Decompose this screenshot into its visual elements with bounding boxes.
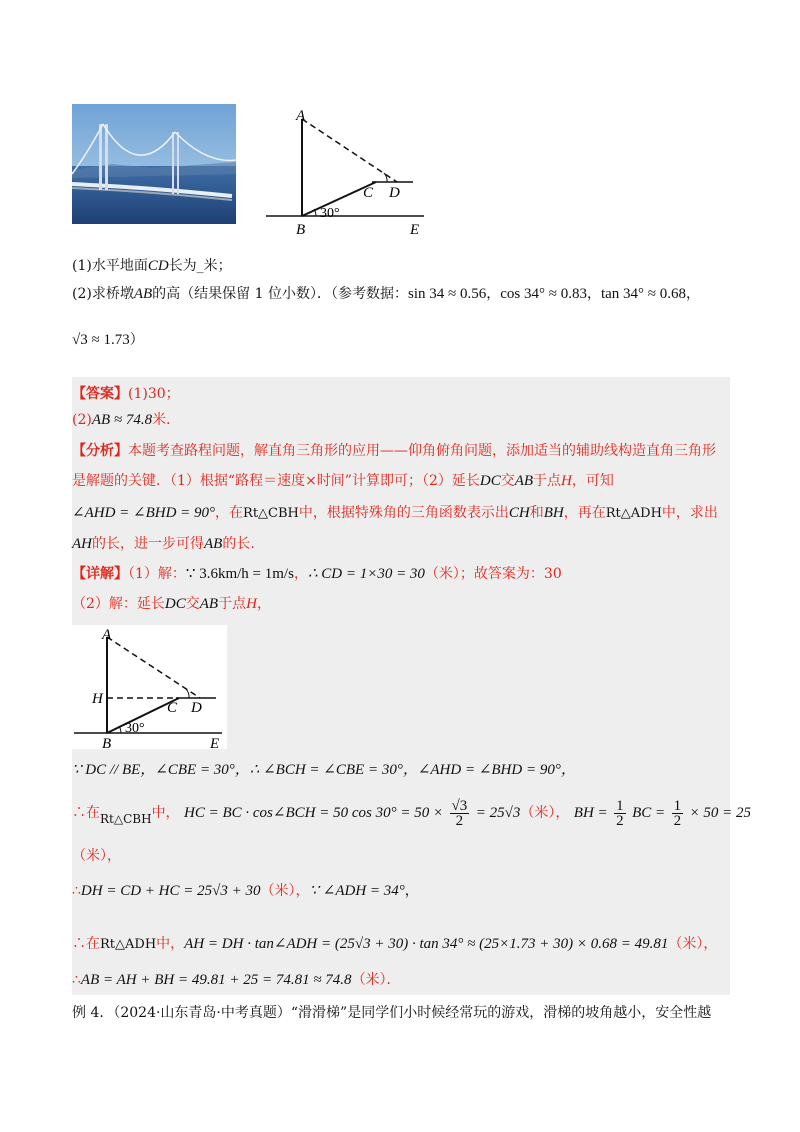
ref-sqrt3: √3 ≈ 1.73 (72, 332, 130, 348)
sep-1: ， (486, 286, 501, 302)
q1-var: CD (147, 258, 169, 274)
solution-step-4: ∴DH = CD + HC = 25√3 + 30（米），∵ ∠ADH = 34°， (72, 883, 419, 899)
answer-tag: 【答案】 (72, 386, 128, 402)
q2-var: AB (133, 286, 153, 302)
sep-3: ， (686, 286, 701, 302)
angle-arc-D (186, 689, 189, 698)
solution-step-5: ∴在Rt△ADH中，AH = DH · tan∠ADH = (25√3 + 30) · tan 34° ≈ (25×1.73 + 30) × 0.68 = 49.81（米）， (72, 936, 718, 952)
analysis-text-1: 本题考查路程问题，解直角三角形的应用——仰角俯角问题，添加适当的辅助线构造直角三角形 (128, 443, 716, 459)
label-C: C (167, 700, 178, 716)
answer-2-suffix: 米． (152, 412, 181, 428)
label-E: E (210, 736, 220, 749)
question-part-1 (72, 256, 232, 276)
answer-2-prefix: (2) (72, 412, 92, 428)
analysis-line-3: ∠AHD = ∠BHD = 90°，在Rt△CBH中，根据特殊角的三角函数表示出CH和BH，再在Rt△ADH中，求出 (72, 505, 718, 521)
q2-suffix: 的高（结果保留 1 位小数）．（参考数据： (152, 286, 408, 302)
analysis-line-4: AH的长，进一步可得AB的长. (72, 536, 255, 552)
q2-prefix: (2)求桥墩 (72, 286, 134, 302)
bridge-photo (72, 104, 236, 224)
label-D: D (389, 185, 400, 201)
label-A: A (102, 627, 112, 643)
triangle-figure-2 (72, 625, 227, 749)
answer-1: (1)30； (128, 386, 180, 402)
answer-line-1 (72, 384, 180, 404)
sep-2: ， (586, 286, 601, 302)
sightline-AD (107, 637, 200, 698)
label-B: B (102, 736, 112, 749)
solution-step-1: ∵ DC // BE，∠CBE = 30°，∴ ∠BCH = ∠CBE = 30°，∠AHD = ∠BHD = 90°， (72, 762, 576, 778)
ref-sin34: sin 34 ≈ 0.56 (407, 286, 487, 302)
ref-cos34: cos 34° ≈ 0.83 (500, 286, 587, 302)
detail-line-1: 【详解】（1）解：∵ 3.6km/h = 1m/s，∴ CD = 1×30 = 30（米）；故答案为：30 (72, 566, 562, 582)
question-part-2 (72, 284, 700, 304)
label-angle-30: 30° (125, 721, 145, 736)
solution-step-6: ∴AB = AH + BH = 49.81 + 25 = 74.81 ≈ 74.8（米）． (72, 972, 401, 988)
answer-2-math: AB ≈ 74.8 (91, 412, 153, 428)
label-B: B (296, 222, 306, 238)
ref-tan34: tan 34° ≈ 0.68 (600, 286, 687, 302)
triangle-figure-1 (260, 105, 430, 240)
analysis-tag: 【分析】 (72, 443, 128, 459)
label-E: E (410, 222, 420, 238)
analysis-line-2: 是解题的关键．（1）根据“路程＝速度×时间”计算即可；（2）延长DC交AB于点H，可知 (72, 473, 614, 489)
label-D: D (191, 700, 202, 716)
q1-prefix: (1)水平地面 (72, 258, 148, 274)
question-part-2-cont (72, 330, 144, 350)
detail-line-2: （2）解：延长DC交AB于点H， (72, 596, 271, 612)
q2-close: ） (129, 332, 144, 348)
label-H: H (92, 691, 103, 707)
answer-line-2 (72, 410, 180, 430)
label-C: C (363, 185, 374, 201)
label-angle-30: 30° (320, 206, 340, 221)
solution-step-3: （米）， (72, 848, 121, 864)
example-4-text: 例 4．（2024·山东青岛·中考真题）“滑滑梯”是同学们小时候经常玩的游戏，滑梯的坡角越小，安全性越 (72, 1005, 712, 1021)
sightline-AD (302, 119, 397, 182)
detail-tag: 【详解】 (72, 566, 128, 582)
label-A: A (296, 108, 306, 124)
solution-step-2: ∴在Rt△CBH中， HC = BC · cos∠BCH = 50 cos 30° = 50 × $\frac{√3}{2}$ = 25√3（米）， BH = $\frac{1}{2}$ BC = $\frac{1}{2}$ × 50 = 25 (72, 797, 752, 829)
analysis-line-1 (72, 441, 716, 461)
q1-suffix: 长为_米； (168, 258, 232, 274)
